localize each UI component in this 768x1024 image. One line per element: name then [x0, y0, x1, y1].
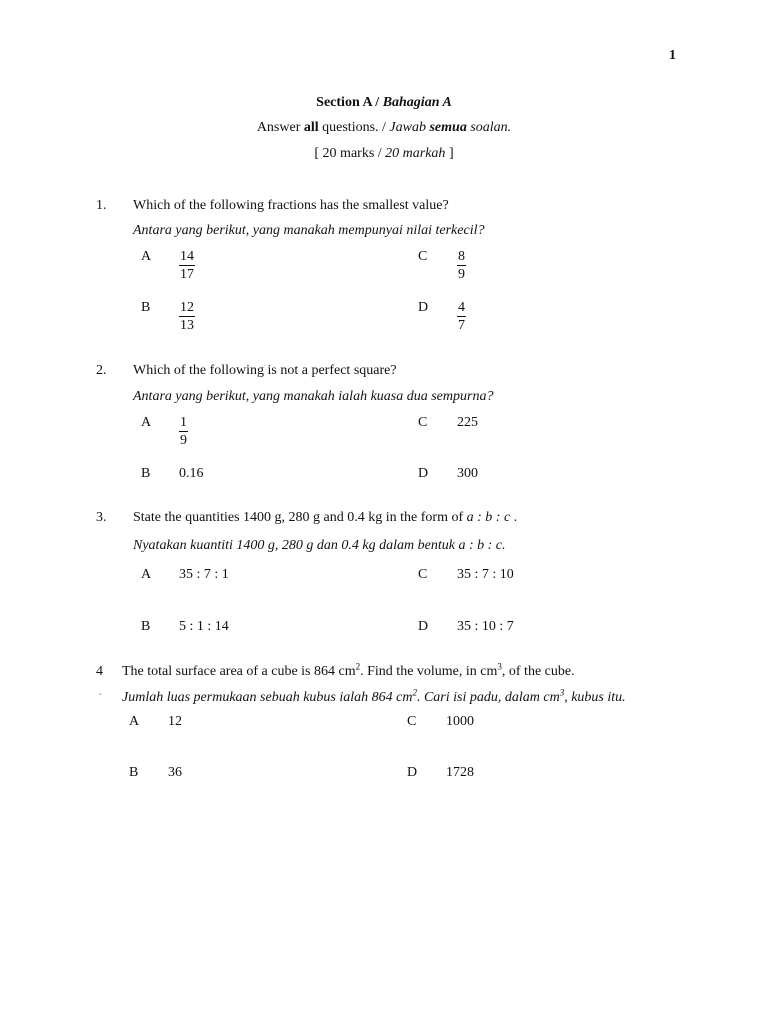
question-2-text: Which of the following is not a perfect square?	[133, 363, 397, 378]
superscript: 3	[559, 687, 565, 698]
q4-option-b-value: 36	[168, 765, 182, 780]
q1-option-d-fraction	[457, 299, 466, 334]
question-1-number: 1.	[96, 198, 107, 213]
q2-option-d-letter: D	[418, 466, 429, 481]
denominator: 17	[180, 267, 194, 282]
q4-ms-text-part: Jumlah luas permukaan sebuah kubus ialah 864 cm	[122, 690, 413, 705]
q2-option-a-fraction	[179, 414, 188, 449]
instr-text: Answer	[256, 120, 301, 135]
q3-option-c-letter: C	[418, 567, 428, 582]
question-1-text-ms: Antara yang berikut, yang manakah mempunyai nilai terkecil?	[133, 223, 485, 238]
superscript: 3	[497, 661, 502, 672]
numerator: 12	[180, 300, 194, 315]
q4-text-part: , of the cube.	[501, 664, 575, 679]
section-title-ms: Bahagian A	[382, 95, 452, 110]
q1-option-c-fraction	[457, 248, 466, 283]
q1-option-d-letter: D	[418, 300, 429, 315]
q3-text-part: .	[513, 510, 518, 525]
instr-ms-text: soalan.	[470, 120, 512, 135]
q3-option-d-value: 35 : 10 : 7	[457, 619, 514, 634]
q4-option-a-value: 12	[168, 714, 182, 729]
denominator: 9	[180, 433, 187, 448]
question-2-text-ms: Antara yang berikut, yang manakah ialah kuasa dua sempurna?	[133, 389, 494, 404]
marks-ms-text: 20 markah	[385, 146, 446, 161]
superscript: 2	[355, 661, 361, 672]
section-title-en: Section A /	[316, 95, 380, 110]
instr-bold: all	[303, 120, 319, 135]
question-2-number: 2.	[96, 363, 107, 378]
q2-option-a-letter: A	[141, 415, 152, 430]
numerator: 4	[458, 300, 465, 315]
question-4-text-ms	[122, 687, 626, 706]
q4-option-c-letter: C	[407, 714, 417, 729]
instructions	[0, 120, 768, 136]
q3-option-d-letter: D	[418, 619, 429, 634]
q4-option-c-value: 1000	[446, 714, 474, 729]
instr-text: questions. /	[322, 120, 386, 135]
q4-option-d-value: 1728	[446, 765, 474, 780]
q1-option-b-letter: B	[141, 300, 151, 315]
q1-option-c-letter: C	[418, 249, 428, 264]
question-4-number: 4	[96, 664, 103, 679]
q3-ms-ratio: a : b : c.	[458, 538, 506, 553]
q1-option-b-fraction	[179, 299, 195, 334]
instr-ms-bold: semua	[429, 120, 467, 135]
q2-option-c-letter: C	[418, 415, 428, 430]
marks-line	[0, 146, 768, 162]
q4-ms-text-part: , kubus itu.	[564, 690, 626, 705]
superscript: 2	[412, 687, 417, 698]
marks-text: ]	[448, 146, 454, 161]
q1-option-a-letter: A	[141, 249, 152, 264]
denominator: 13	[180, 318, 194, 333]
q2-option-b-letter: B	[141, 466, 151, 481]
q4-option-a-letter: A	[129, 714, 140, 729]
question-4-text	[122, 661, 575, 680]
q4-text-part: . Find the volume, in cm	[360, 664, 498, 679]
q3-option-c-value: 35 : 7 : 10	[457, 567, 514, 582]
instr-ms-text: Jawab	[389, 120, 426, 135]
q2-option-d-value: 300	[457, 466, 478, 481]
question-3-number: 3.	[96, 510, 107, 525]
q3-option-b-letter: B	[141, 619, 151, 634]
q2-option-b-value: 0.16	[179, 466, 204, 481]
q4-ms-text-part: . Cari isi padu, dalam cm	[416, 690, 560, 705]
q3-ratio: a : b : c	[466, 510, 511, 525]
q3-text-part: State the quantities 1400 g, 280 g and 0.4 kg in the form of	[133, 510, 464, 525]
question-3-text	[133, 510, 517, 526]
q3-option-b-value: 5 : 1 : 14	[179, 619, 229, 634]
marks-text: [ 20 marks /	[314, 146, 382, 161]
q4-text-part: The total surface area of a cube is 864 cm	[122, 664, 356, 679]
question-1-text: Which of the following fractions has the smallest value?	[133, 198, 449, 213]
section-title	[0, 95, 768, 111]
q2-option-c-value: 225	[457, 415, 478, 430]
bullet-dot: ·	[98, 688, 103, 703]
numerator: 14	[180, 249, 194, 264]
denominator: 7	[458, 318, 465, 333]
page-number: 1	[669, 48, 676, 63]
q1-option-a-fraction	[179, 248, 195, 283]
q4-option-b-letter: B	[129, 765, 139, 780]
numerator: 1	[180, 415, 187, 430]
q3-option-a-letter: A	[141, 567, 152, 582]
numerator: 8	[458, 249, 465, 264]
q3-option-a-value: 35 : 7 : 1	[179, 567, 229, 582]
denominator: 9	[458, 267, 465, 282]
q4-option-d-letter: D	[407, 765, 418, 780]
q3-ms-text-part: Nyatakan kuantiti 1400 g, 280 g dan 0.4 kg dalam bentuk	[133, 538, 455, 553]
question-3-text-ms	[133, 538, 506, 554]
